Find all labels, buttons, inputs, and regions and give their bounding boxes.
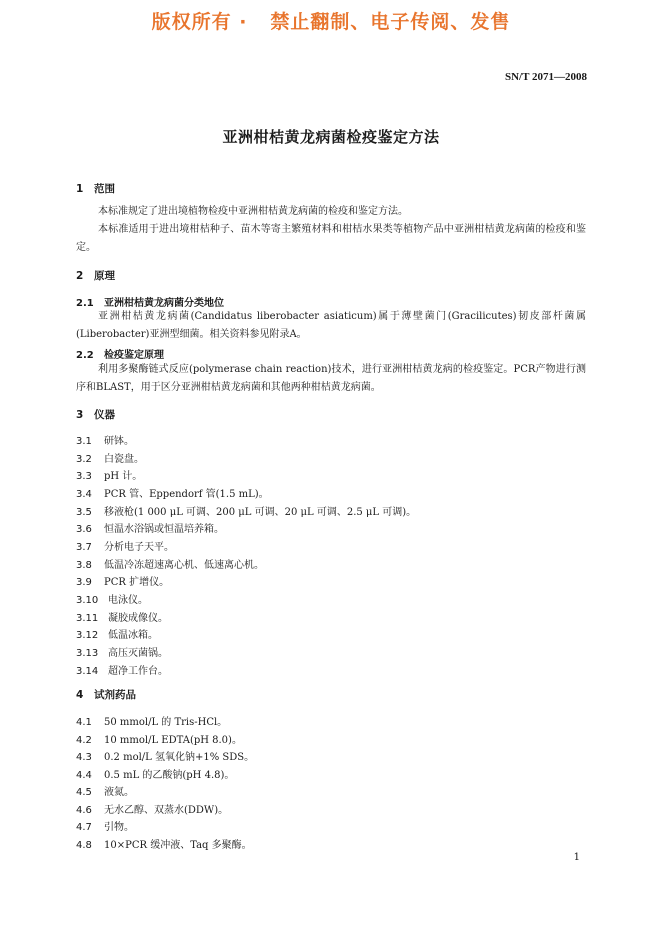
list-item (76, 538, 174, 553)
item-text: 0.2 mol/L 氢氧化钠+1% SDS。 (104, 752, 255, 763)
list-item (76, 573, 169, 588)
item-number: 3.3 (76, 471, 92, 482)
item-text: 低温冰箱。 (108, 630, 158, 641)
list-item (76, 748, 254, 763)
item-number: 3.12 (76, 630, 99, 641)
item-number: 3.7 (76, 542, 92, 553)
list-item (76, 485, 269, 500)
page-number: 1 (573, 852, 580, 863)
list-item (76, 766, 234, 781)
item-text: 高压灭菌锅。 (108, 648, 168, 659)
item-text: pH 计。 (104, 471, 143, 482)
section-title: 原理 (94, 270, 115, 282)
item-number: 3.11 (76, 613, 99, 624)
paragraph: 亚洲柑桔黄龙病菌(Candidatus liberobacter asiaticum)属于薄壁菌门(Gracilicutes)韧皮部杆菌属(Liberobacter)亚洲型细菌。相关资料参见附录A。 (76, 311, 586, 340)
item-number: 4.2 (76, 735, 92, 746)
list-item (76, 609, 168, 624)
item-text: 0.5 mL 的乙酸钠(pH 4.8)。 (104, 770, 235, 781)
item-number: 3.14 (76, 666, 99, 677)
paragraph: 本标准规定了进出境植物检疫中亚洲柑桔黄龙病菌的检疫和鉴定方法。 (98, 206, 408, 217)
item-text: 研钵。 (104, 436, 134, 447)
list-item (76, 818, 134, 833)
item-text: 恒温水浴锅或恒温培养箱。 (104, 524, 224, 535)
section-number: 4 (76, 689, 84, 701)
item-text: 低温冷冻超速离心机、低速离心机。 (104, 560, 264, 571)
item-number: 3.2 (76, 454, 92, 465)
item-text: 白瓷盘。 (104, 454, 144, 465)
list-item (76, 520, 224, 535)
list-item (76, 644, 168, 659)
subsection-number: 2.2 (76, 350, 94, 361)
list-item (76, 556, 264, 571)
list-item (76, 801, 228, 816)
item-number: 3.8 (76, 560, 92, 571)
item-text: 电泳仪。 (108, 595, 148, 606)
item-text: 液氮。 (104, 787, 134, 798)
section-title: 范围 (94, 183, 115, 195)
list-item (76, 662, 168, 677)
item-number: 3.5 (76, 507, 92, 518)
item-number: 4.1 (76, 717, 92, 728)
list-item (76, 626, 158, 641)
subsection-title: 亚洲柑桔黄龙病菌分类地位 (104, 298, 224, 309)
item-text: 10×PCR 缓冲液、Taq 多聚酶。 (104, 840, 252, 851)
list-item (76, 713, 227, 728)
copyright-watermark: 版权所有 · 禁止翻制、电子传阅、发售 (151, 11, 511, 33)
item-number: 3.9 (76, 577, 92, 588)
item-text: 超净工作台。 (108, 666, 168, 677)
list-item (76, 467, 142, 482)
subsection-number: 2.1 (76, 298, 94, 309)
item-number: 3.4 (76, 489, 92, 500)
section-title: 试剂药品 (94, 689, 136, 701)
subsection-heading (76, 346, 164, 361)
standard-code: SN/T 2071—2008 (504, 71, 587, 83)
section-heading-instruments (76, 407, 115, 422)
item-text: 50 mmol/L 的 Tris-HCl。 (104, 717, 228, 728)
paragraph: 本标准适用于进出境柑桔种子、苗木等寄主繁殖材料和柑桔水果类等植物产品中亚洲柑桔黄龙病菌的检疫和鉴定。 (76, 224, 586, 253)
page-title: 亚洲柑桔黄龙病菌检疫鉴定方法 (222, 128, 440, 146)
subsection-heading (76, 294, 224, 309)
section-title: 仪器 (94, 409, 115, 421)
section-heading-reagents (76, 687, 136, 702)
section-number: 3 (76, 409, 84, 421)
list-item (76, 450, 144, 465)
item-number: 4.8 (76, 840, 92, 851)
section-heading-principle (76, 268, 115, 283)
item-number: 3.13 (76, 648, 99, 659)
list-item (76, 432, 134, 447)
item-text: PCR 管、Eppendorf 管(1.5 mL)。 (104, 489, 269, 500)
list-item (76, 836, 252, 851)
item-number: 4.7 (76, 822, 92, 833)
subsection-title: 检疫鉴定原理 (104, 350, 164, 361)
item-number: 4.5 (76, 787, 92, 798)
item-number: 4.3 (76, 752, 92, 763)
item-number: 3.1 (76, 436, 92, 447)
list-item (76, 731, 242, 746)
item-text: 移液枪(1 000 μL 可调、200 μL 可调、20 μL 可调、2.5 μL 可调)。 (104, 507, 417, 518)
item-text: 凝胶成像仪。 (108, 613, 168, 624)
list-item (76, 783, 134, 798)
section-number: 1 (76, 183, 84, 195)
item-number: 3.10 (76, 595, 99, 606)
item-text: PCR 扩增仪。 (104, 577, 170, 588)
item-text: 引物。 (104, 822, 134, 833)
item-number: 4.6 (76, 805, 92, 816)
item-number: 3.6 (76, 524, 92, 535)
section-heading-scope (76, 181, 115, 196)
item-number: 4.4 (76, 770, 92, 781)
paragraph: 利用多聚酶链式反应(polymerase chain reaction)技术，进行亚洲柑桔黄龙病的检疫鉴定。PCR产物进行测序和BLAST，用于区分亚洲柑桔黄龙病菌和其他两种柑桔黄龙病菌。 (76, 364, 586, 393)
item-text: 10 mmol/L EDTA(pH 8.0)。 (104, 735, 242, 746)
item-text: 分析电子天平。 (104, 542, 174, 553)
list-item (76, 503, 416, 518)
section-number: 2 (76, 270, 84, 282)
list-item (76, 591, 148, 606)
item-text: 无水乙醇、双蒸水(DDW)。 (104, 805, 229, 816)
